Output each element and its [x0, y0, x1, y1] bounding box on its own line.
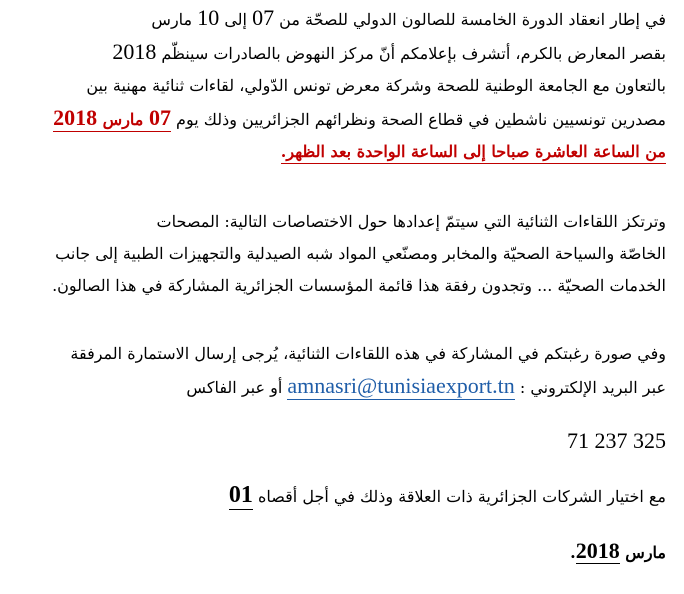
- intro-line-4-text: مصدرين تونسيين ناشطين في قطاع الصحة ونظرائهم الجزائريين وذلك يوم: [176, 110, 666, 129]
- intro-start-day: 07: [252, 5, 275, 30]
- intro-end-day: 10: [197, 5, 220, 30]
- deadline-text: مع اختيار الشركات الجزائرية ذات العلاقة وذلك في أجل أقصاه: [258, 487, 666, 506]
- email-link[interactable]: amnasri@tunisiaexport.tn: [287, 373, 515, 398]
- participation-line-2: [40, 370, 666, 404]
- intro-year: 2018: [112, 39, 157, 64]
- intro-line-5: [40, 136, 666, 168]
- intro-line-2: [40, 36, 666, 70]
- document-page: [40, 0, 666, 594]
- paragraph-participation: [40, 338, 666, 404]
- deadline-year: 2018: [575, 538, 620, 563]
- meeting-year: 2018: [53, 105, 98, 130]
- intro-line-3: بالتعاون مع الجامعة الوطنية للصحة وشركة معرض تونس الدّولي، لقاءات ثنائية مهنية بين: [86, 76, 666, 95]
- intro-line-1-text-b: إلى: [224, 10, 247, 29]
- meeting-time: من الساعة العاشرة صباحا إلى الساعة الواحدة بعد الظهر.: [281, 142, 666, 164]
- deadline-month: مارس: [625, 543, 666, 562]
- paragraph-specialties: [40, 206, 666, 302]
- intro-line-1-text-a: في إطار انعقاد الدورة الخامسة للصالون الدولي للصحّة من: [279, 10, 666, 29]
- intro-line-4: [40, 102, 666, 136]
- deadline-line-1: [40, 482, 666, 509]
- intro-line-1-month: مارس: [151, 10, 193, 29]
- specialties-line-3: الخدمات الصحيّة ... وتجدون رفقة هذا قائمة المؤسسات الجزائرية المشاركة في هذا الصالون.: [52, 276, 666, 295]
- specialties-line-1: وترتكز اللقاءات الثنائية التي سيتمّ إعدادها حول الاختصاصات التالية: المصحات: [156, 212, 666, 231]
- intro-line-2-text: بقصر المعارض بالكرم، أتشرف بإعلامكم أنّ مركز النهوض بالصادرات سينظّم: [161, 44, 666, 63]
- participation-line-1: وفي صورة رغبتكم في المشاركة في هذه اللقاءات الثنائية، يُرجى إرسال الاستمارة المرفقة: [70, 344, 666, 363]
- intro-line-1: [40, 2, 666, 36]
- deadline-line-2: [570, 538, 666, 564]
- specialties-line-2: الخاصّة والسياحة الصحيّة والمخابر ومصنّعي المواد شبه الصيدلية والتجهيزات الطبية إلى جانب: [55, 244, 666, 263]
- fax-number: 71 237 325: [567, 428, 666, 453]
- deadline-period: .: [570, 543, 576, 562]
- paragraph-intro: [40, 2, 666, 168]
- meeting-day: 07: [148, 105, 171, 130]
- fax-label: أو عبر الفاكس: [186, 378, 283, 397]
- meeting-date: [53, 105, 171, 132]
- meeting-month: مارس: [102, 110, 144, 129]
- deadline-day: 01: [228, 482, 253, 508]
- email-label: عبر البريد الإلكتروني :: [519, 378, 666, 397]
